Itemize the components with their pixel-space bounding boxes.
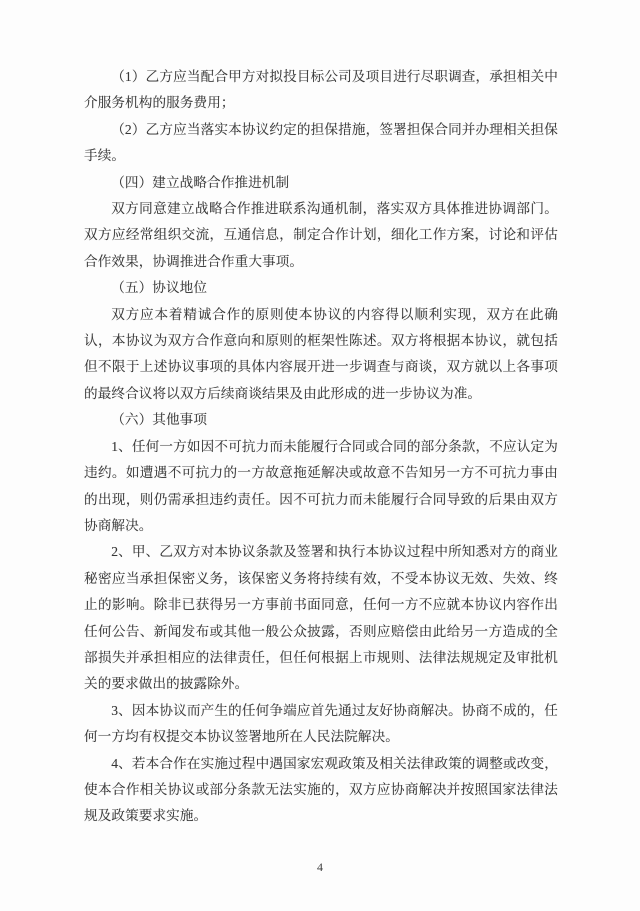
paragraph: 1、任何一方如因不可抗力而未能履行合同或合同的部分条款，不应认定为违约。如遭遇不可抗力的一方故意拖延解决或故意不告知另一方不可抗力事由的出现，则仍需承担违约责任。因不可抗力而未能履行合同导致的后果由双方协商解决。 [84, 438, 558, 533]
page-number: 4 [317, 860, 323, 874]
section-heading: （六）其他事项 [111, 412, 208, 428]
paragraph: 4、若本合作在实施过程中遇国家宏观政策及相关法律政策的调整或改变，使本合作相关协议或部分条款无法实施的，双方应协商解决并按照国家法律法规及政策要求实施。 [84, 755, 558, 824]
document-body [84, 64, 558, 830]
paragraph: 双方同意建立战略合作推进联系沟通机制，落实双方具体推进协调部门。双方应经常组织交流，互通信息，制定合作计划，细化工作方案，讨论和评估合作效果，协调推进合作重大事项。 [84, 201, 558, 269]
paragraph: 双方应本着精诚合作的原则使本协议的内容得以顺利实现，双方在此确认，本协议为双方合作意向和原则的框架性陈述。双方将根据本协议，就包括但不限于上述协议事项的具体内容展开进一步调查与商谈，双方就以上各事项的最终合议将以双方后续商谈结果及由此形成的进一步协议为准。 [84, 306, 558, 401]
paragraph: 2、甲、乙双方对本协议条款及签署和执行本协议过程中所知悉对方的商业秘密应当承担保密义务，该保密义务将持续有效，不受本协议无效、失效、终止的影响。除非已获得另一方事前书面同意，任何一方不应就本协议内容作出任何公告、新闻发布或其他一般公众披露，否则应赔偿由此给另一方造成的全部损失并承担相应的法律责任，但任何根据上市规则、法律法规规定及审批机关的要求做出的披露除外。 [84, 544, 558, 692]
section-heading: （四）建立战略合作推进机制 [111, 174, 290, 190]
paragraph: 3、因本协议而产生的任何争端应首先通过友好协商解决。协商不成的，任何一方均有权提交本协议签署地所在人民法院解决。 [84, 702, 558, 745]
paragraph: （1）乙方应当配合甲方对拟投目标公司及项目进行尽职调查，承担相关中介服务机构的服务费用； [84, 69, 558, 111]
section-heading: （五）协议地位 [111, 280, 208, 296]
paragraph: （2）乙方应当落实本协议约定的担保措施，签署担保合同并办理相关担保手续。 [84, 121, 558, 164]
